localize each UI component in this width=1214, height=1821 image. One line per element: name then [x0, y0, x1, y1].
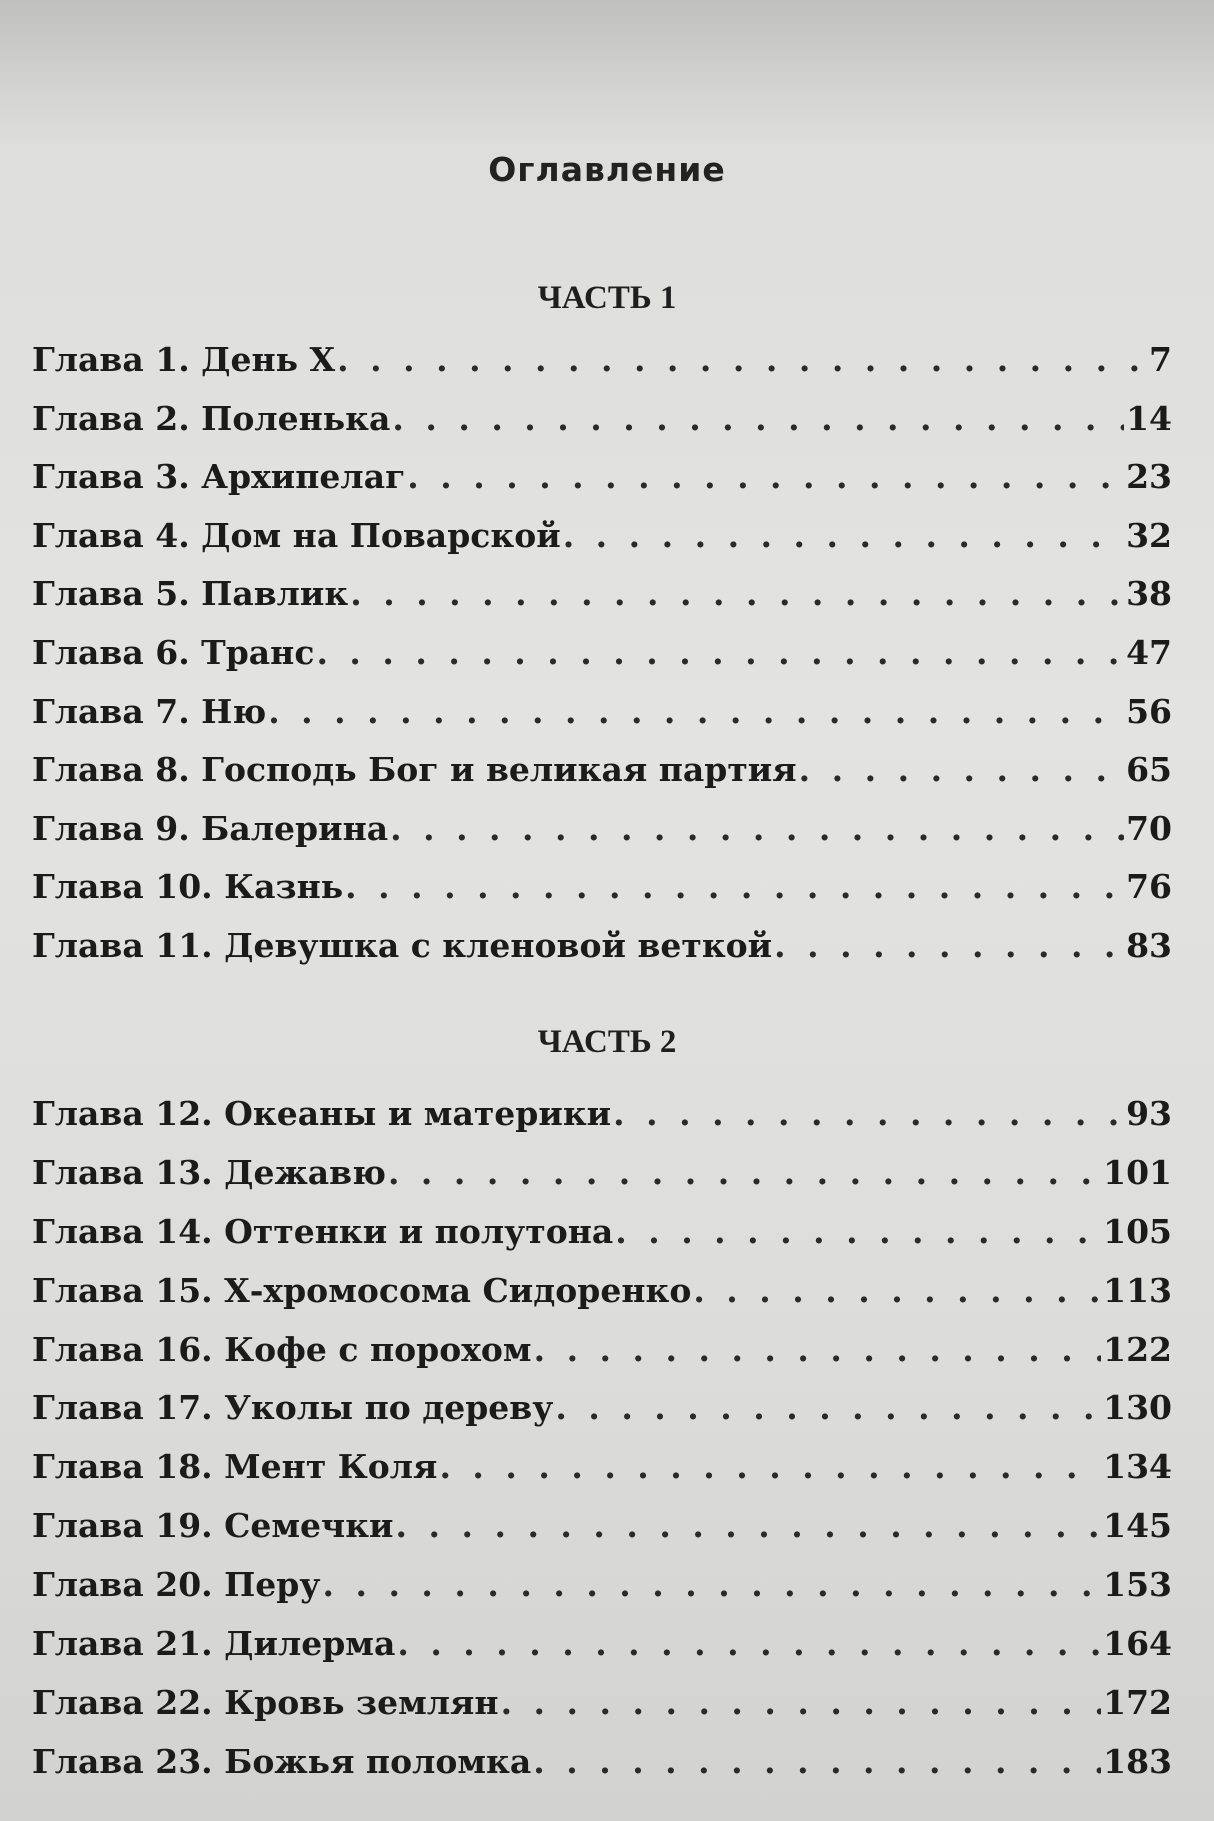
chapter-title: Глава 13. Дежавю [32, 1152, 386, 1192]
dot-leader [397, 1624, 1101, 1663]
dot-leader [439, 1447, 1101, 1486]
toc-entry [32, 1094, 1172, 1153]
dot-leader [555, 1388, 1101, 1427]
toc-entry [32, 633, 1172, 692]
toc-entry [32, 516, 1172, 575]
dot-leader [388, 1153, 1101, 1192]
page-number: 113 [1103, 1270, 1172, 1310]
page-number: 145 [1103, 1506, 1172, 1546]
part-1-title: ЧАСТЬ 1 [537, 280, 677, 316]
dot-leader [268, 692, 1124, 731]
chapter-title: Глава 16. Кофе с порохом [32, 1329, 532, 1369]
part-2-title: ЧАСТЬ 2 [537, 1024, 677, 1060]
toc-entry [32, 1212, 1172, 1271]
toc-entry [32, 867, 1172, 926]
dot-leader [799, 750, 1124, 789]
chapter-title: Глава 14. Оттенки и полутона [32, 1211, 614, 1251]
chapter-title: Глава 17. Уколы по дереву [32, 1388, 554, 1428]
page-number: 32 [1126, 515, 1172, 555]
chapter-title: Глава 3. Архипелаг [32, 457, 406, 497]
chapter-title: Глава 4. Дом на Поварской [32, 515, 561, 555]
toc-entry [32, 1330, 1172, 1389]
dot-leader [345, 867, 1124, 906]
chapter-title: Глава 19. Семечки [32, 1506, 394, 1546]
page-number: 93 [1126, 1094, 1172, 1133]
chapter-title: Глава 12. Океаны и материки [32, 1094, 612, 1133]
page-number: 83 [1126, 925, 1172, 965]
page-number: 130 [1103, 1388, 1172, 1428]
toc-entry [32, 1153, 1172, 1212]
page-number: 70 [1126, 808, 1172, 848]
dot-leader [350, 574, 1124, 613]
page-number: 172 [1103, 1682, 1172, 1722]
dot-leader [390, 809, 1124, 848]
page-number: 7 [1149, 340, 1172, 379]
toc-entry [32, 809, 1172, 868]
previous-page-bleed-through [0, 0, 1214, 150]
page-number: 183 [1103, 1741, 1172, 1781]
toc-entry [32, 750, 1172, 809]
chapter-title: Глава 8. Господь Бог и великая партия [32, 750, 797, 790]
toc-entry [32, 1506, 1172, 1565]
dot-leader [615, 1212, 1101, 1251]
chapter-title: Глава 10. Казнь [32, 867, 344, 907]
page-number: 65 [1126, 750, 1172, 790]
chapter-title: Глава 11. Девушка с кленовой веткой [32, 925, 773, 965]
page-number: 76 [1126, 867, 1172, 907]
chapter-title: Глава 2. Поленька [32, 398, 391, 438]
page-number: 56 [1126, 691, 1172, 731]
chapter-title: Глава 20. Перу [32, 1565, 321, 1605]
chapter-title: Глава 21. Дилерма [32, 1624, 396, 1664]
chapter-title: Глава 9. Балерина [32, 808, 389, 848]
page-number: 134 [1103, 1447, 1172, 1487]
toc-entry [32, 1624, 1172, 1683]
dot-leader [392, 399, 1124, 438]
page-number: 122 [1103, 1329, 1172, 1369]
dot-leader [316, 633, 1124, 672]
page-number: 105 [1103, 1211, 1172, 1251]
toc-entry [32, 1683, 1172, 1742]
toc-entry [32, 692, 1172, 751]
dot-leader [774, 926, 1124, 965]
part-2-chapter-list [32, 1094, 1172, 1801]
dot-leader [407, 457, 1124, 496]
dot-leader [534, 1330, 1102, 1369]
dot-leader [613, 1094, 1124, 1133]
toc-entry [32, 340, 1172, 399]
toc-entry [32, 1388, 1172, 1447]
dot-leader [337, 340, 1147, 379]
chapter-title: Глава 5. Павлик [32, 574, 349, 614]
toc-entry [32, 1742, 1172, 1801]
toc-entry [32, 457, 1172, 516]
page-number: 153 [1103, 1565, 1172, 1605]
page-number: 23 [1126, 457, 1172, 497]
toc-entry [32, 926, 1172, 985]
page-number: 47 [1126, 632, 1172, 672]
chapter-title: Глава 18. Мент Коля [32, 1447, 438, 1487]
chapter-title: Глава 22. Кровь землян [32, 1682, 499, 1722]
dot-leader [396, 1506, 1102, 1545]
chapter-title: Глава 1. День Х [32, 340, 336, 379]
toc-entry [32, 1565, 1172, 1624]
chapter-title: Глава 7. Ню [32, 691, 267, 731]
page-number: 164 [1103, 1624, 1172, 1664]
page-number: 38 [1126, 574, 1172, 614]
dot-leader [563, 516, 1124, 555]
chapter-title: Глава 15. Х-хромосома Сидоренко [32, 1270, 692, 1310]
page-number: 101 [1103, 1152, 1172, 1192]
page-title: Оглавление [488, 150, 726, 189]
toc-entry [32, 1447, 1172, 1506]
toc-entry [32, 399, 1172, 458]
chapter-title: Глава 23. Божья поломка [32, 1741, 532, 1781]
dot-leader [323, 1565, 1102, 1604]
toc-entry [32, 1271, 1172, 1330]
toc-entry [32, 574, 1172, 633]
part-1-chapter-list [32, 340, 1172, 985]
chapter-title: Глава 6. Транс [32, 632, 315, 672]
page-number: 14 [1126, 398, 1172, 438]
dot-leader [533, 1742, 1101, 1781]
dot-leader [693, 1271, 1101, 1310]
dot-leader [501, 1683, 1102, 1722]
